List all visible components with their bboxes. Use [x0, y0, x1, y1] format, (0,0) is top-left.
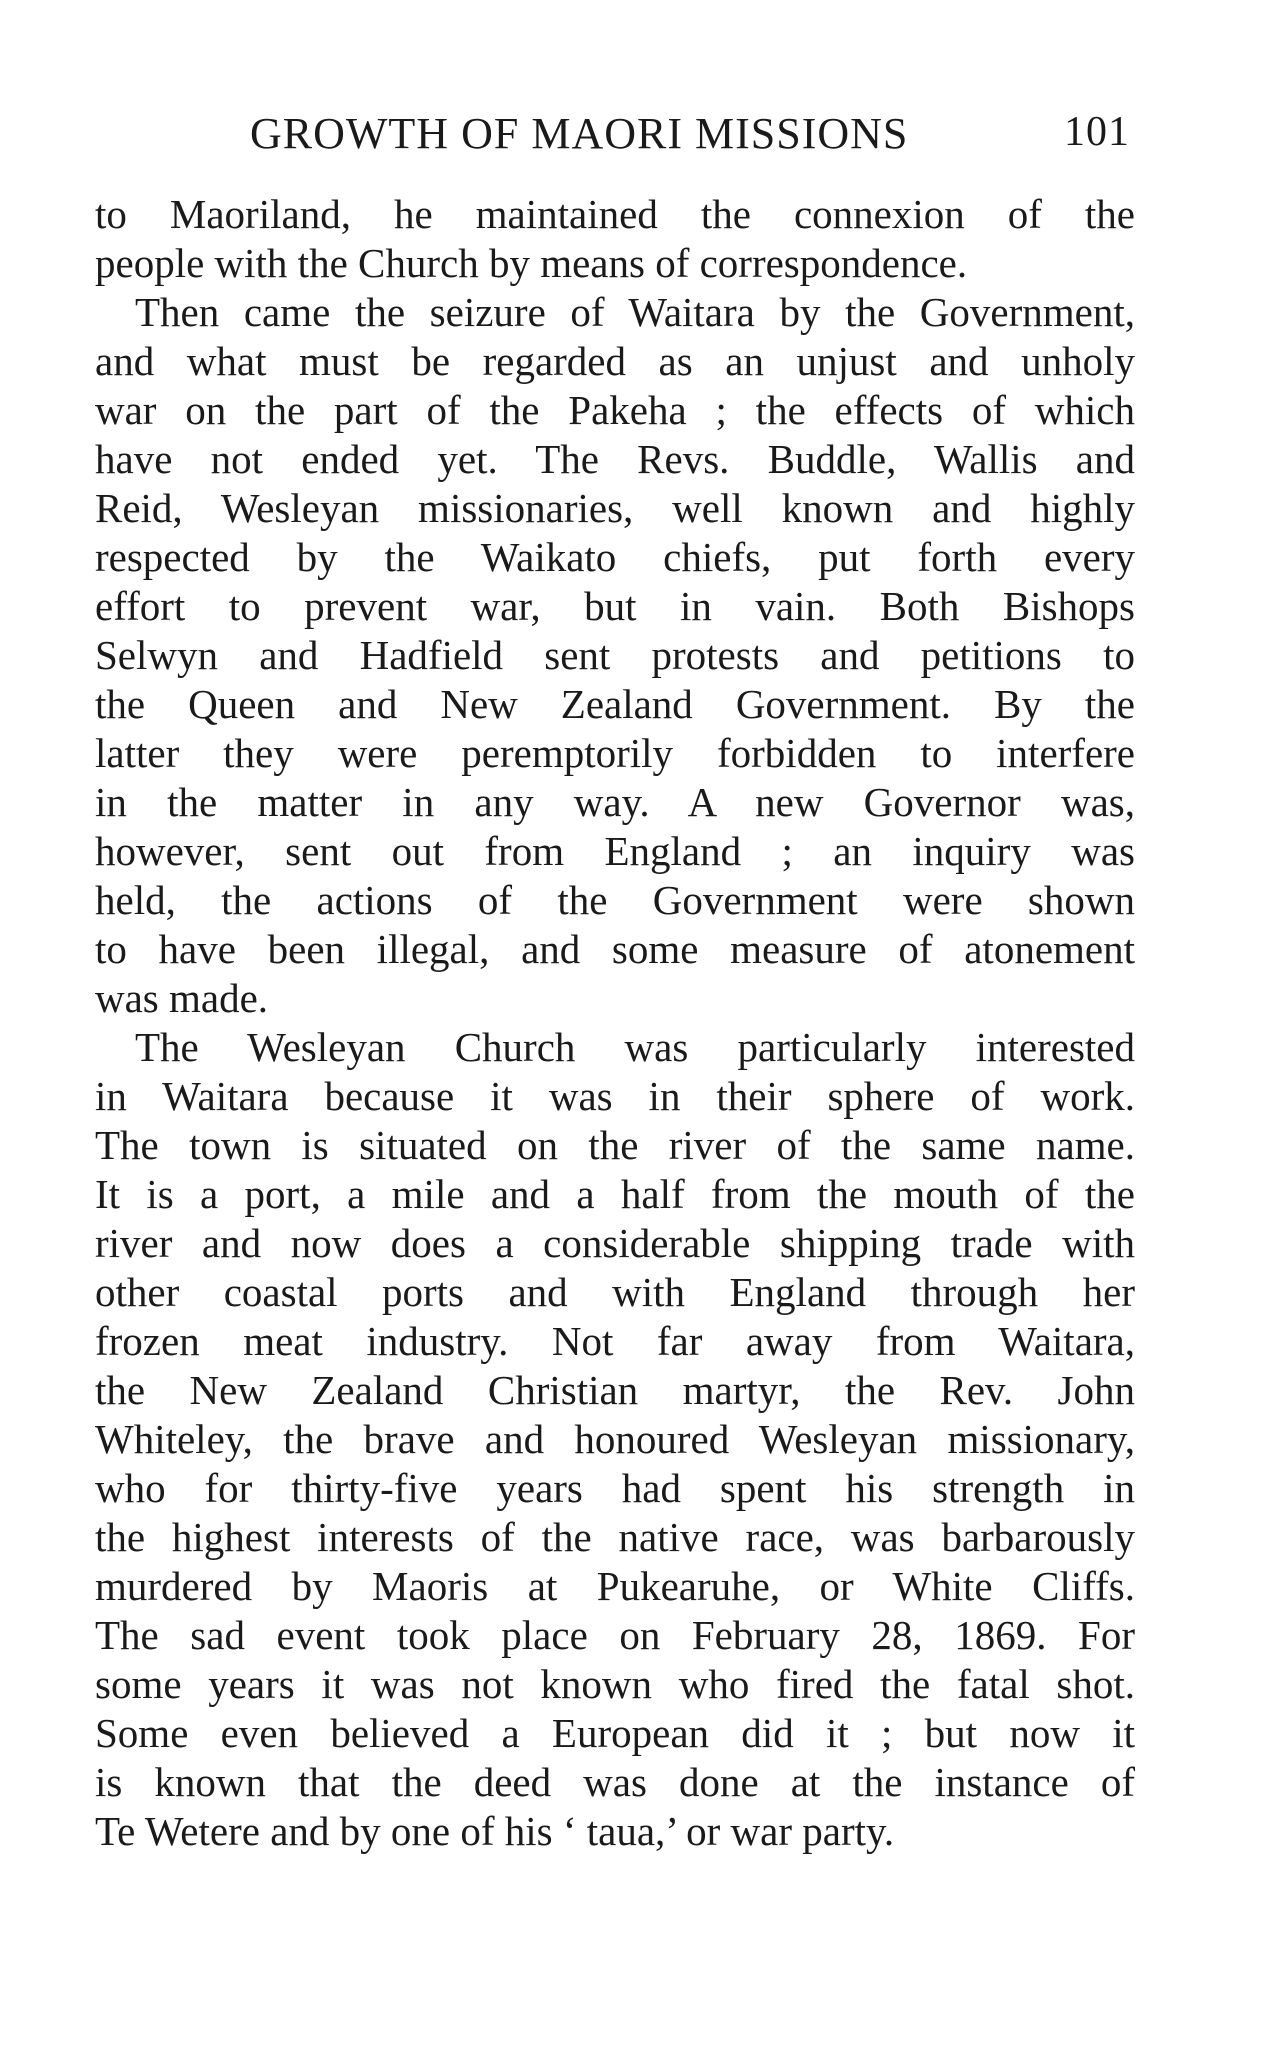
- text-line: other coastal ports and with England through her: [95, 1269, 1135, 1315]
- text-line: some years it was not known who fired the fatal shot.: [95, 1661, 1135, 1707]
- text-line: was made.: [95, 975, 269, 1021]
- text-line: Whiteley, the brave and honoured Wesleyan missionary,: [95, 1416, 1135, 1462]
- text-line: and what must be regarded as an unjust and unholy: [95, 338, 1135, 384]
- text-line: is known that the deed was done at the instance of: [95, 1759, 1135, 1805]
- text-line: Reid, Wesleyan missionaries, well known and highly: [95, 485, 1135, 531]
- text-line: The town is situated on the river of the same name.: [95, 1122, 1135, 1168]
- text-line: latter they were peremptorily forbidden to interfere: [95, 730, 1135, 776]
- text-line: The sad event took place on February 28, 1869. For: [95, 1612, 1135, 1658]
- paragraph: [95, 190, 1135, 288]
- text-line: the highest interests of the native race, was barbarously: [95, 1514, 1135, 1560]
- text-line: held, the actions of the Government were shown: [95, 877, 1135, 923]
- text-line: the Queen and New Zealand Government. By the: [95, 681, 1135, 727]
- text-line: war on the part of the Pakeha ; the effects of which: [95, 387, 1135, 433]
- text-line: have not ended yet. The Revs. Buddle, Wallis and: [95, 436, 1135, 482]
- page-number: 101: [1064, 109, 1130, 155]
- running-header: [250, 108, 1130, 168]
- text-line: It is a port, a mile and a half from the mouth of the: [95, 1171, 1135, 1217]
- text-line: however, sent out from England ; an inquiry was: [95, 828, 1135, 874]
- text-line: to Maoriland, he maintained the connexion of the: [95, 191, 1135, 237]
- text-line: murdered by Maoris at Pukearuhe, or White Cliffs.: [95, 1563, 1135, 1609]
- text-line: frozen meat industry. Not far away from Waitara,: [95, 1318, 1135, 1364]
- text-line: river and now does a considerable shipping trade with: [95, 1220, 1135, 1266]
- text-line: people with the Church by means of correspondence.: [95, 240, 968, 286]
- text-line: in Waitara because it was in their sphere of work.: [95, 1073, 1135, 1119]
- chapter-title: GROWTH OF MAORI MISSIONS: [250, 109, 909, 158]
- text-line: Then came the seizure of Waitara by the Government,: [135, 289, 1135, 335]
- body-text: [95, 190, 1135, 1856]
- paragraph: [95, 1023, 1135, 1856]
- text-line: The Wesleyan Church was particularly interested: [135, 1024, 1135, 1070]
- text-line: Selwyn and Hadfield sent protests and petitions to: [95, 632, 1135, 678]
- text-line: in the matter in any way. A new Governor was,: [95, 779, 1135, 825]
- text-line: respected by the Waikato chiefs, put forth every: [95, 534, 1135, 580]
- text-line: to have been illegal, and some measure of atonement: [95, 926, 1135, 972]
- text-line: effort to prevent war, but in vain. Both Bishops: [95, 583, 1135, 629]
- text-line: the New Zealand Christian martyr, the Rev. John: [95, 1367, 1135, 1413]
- text-line: Te Wetere and by one of his ‘ taua,’ or war party.: [95, 1808, 895, 1854]
- text-line: who for thirty-five years had spent his strength in: [95, 1465, 1135, 1511]
- paragraph: [95, 288, 1135, 1023]
- text-line: Some even believed a European did it ; but now it: [95, 1710, 1135, 1756]
